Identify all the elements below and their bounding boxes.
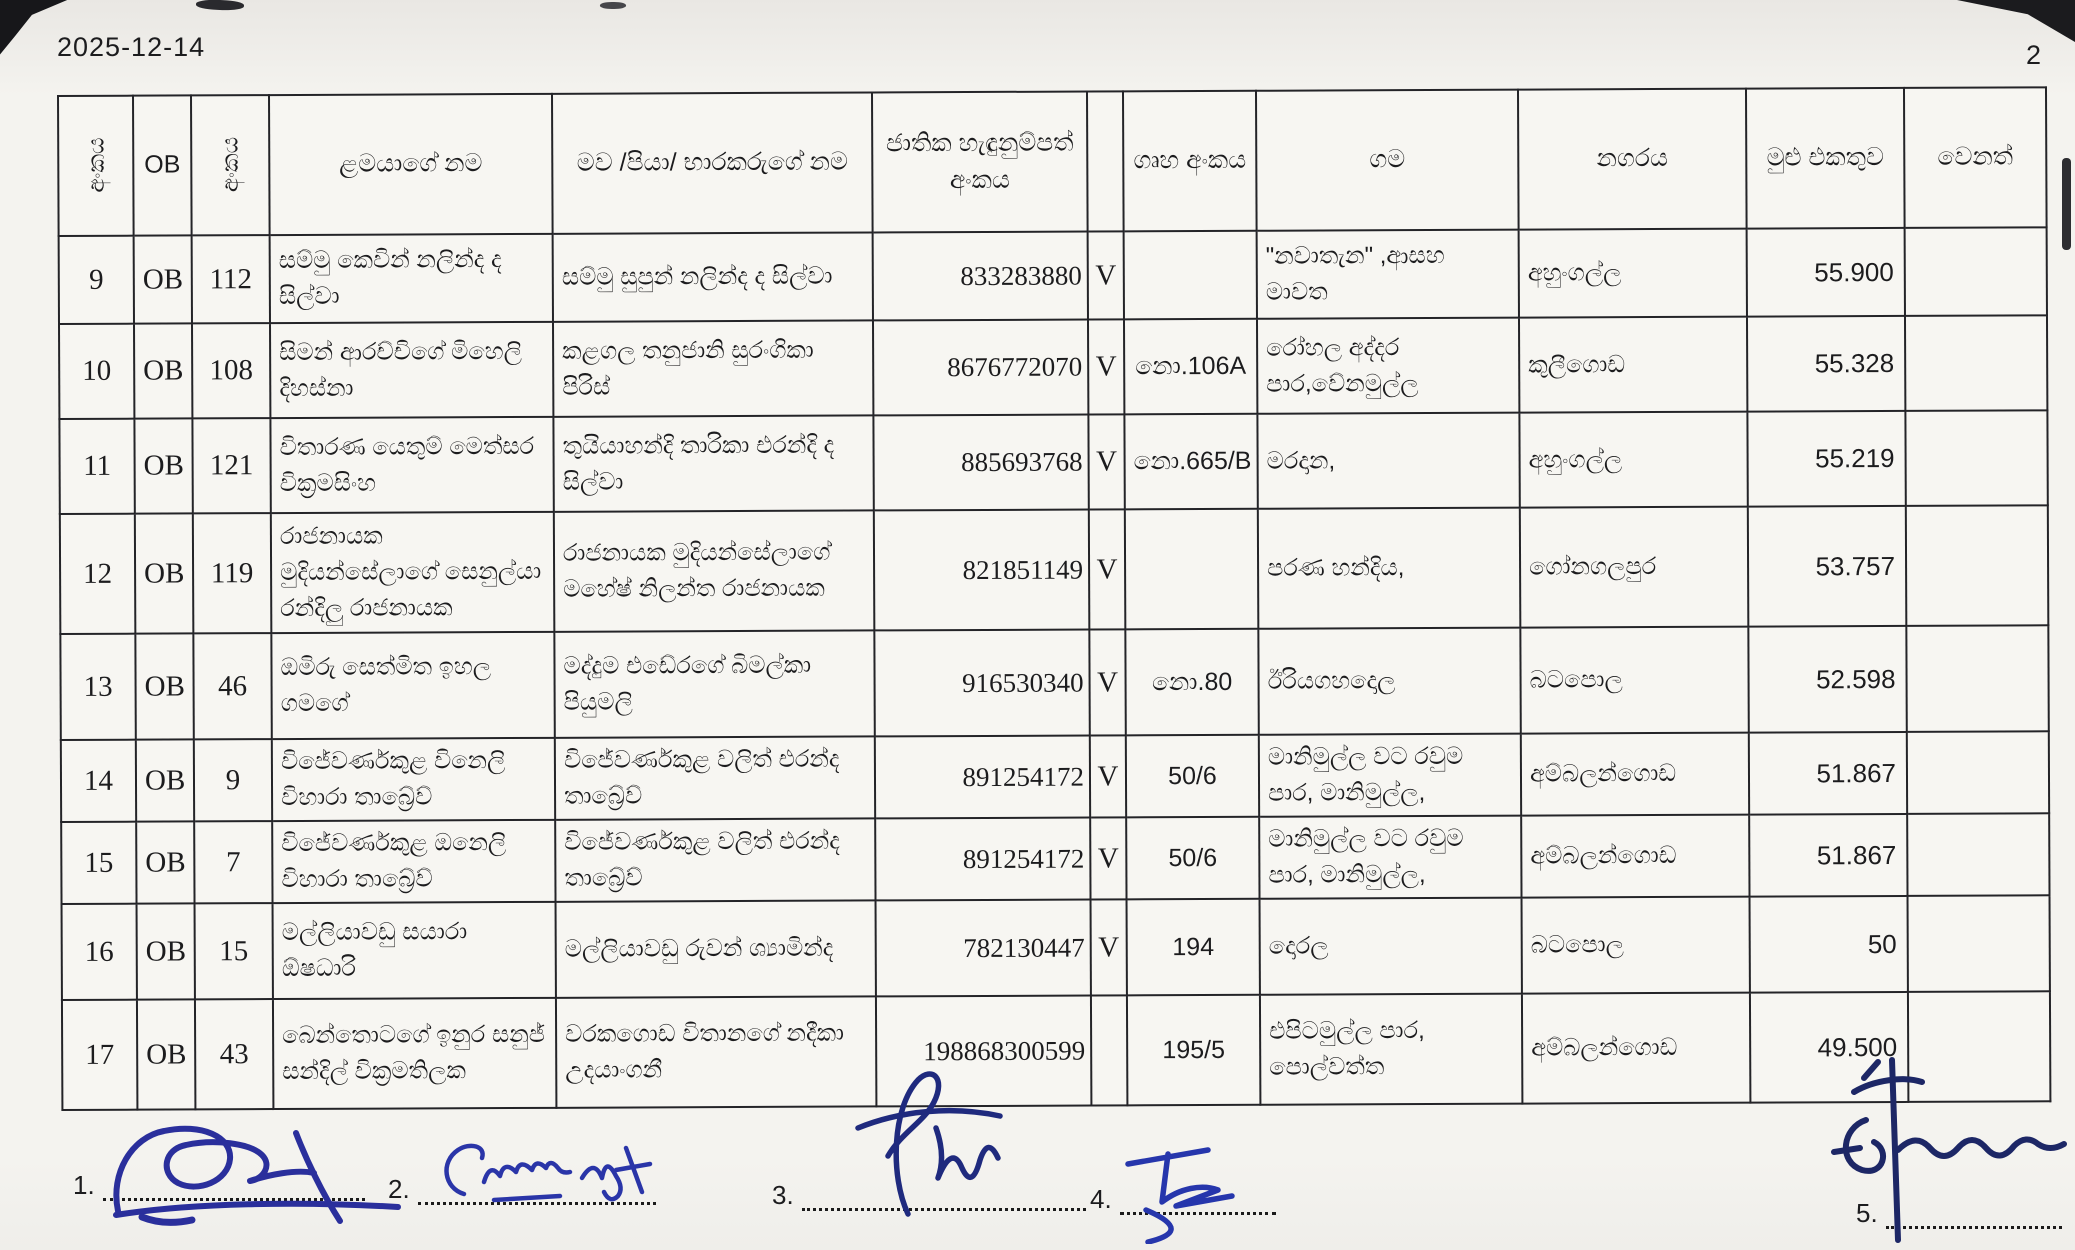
cell-village: දොරල bbox=[1260, 898, 1522, 995]
cell-total: 53.757 bbox=[1748, 506, 1907, 627]
cell-number: 15 bbox=[195, 903, 273, 999]
table-row bbox=[62, 895, 2050, 1000]
cell-total: 51.867 bbox=[1749, 814, 1907, 897]
cell-town: ගෝනගලපුර bbox=[1520, 507, 1749, 628]
cell-child: විජේවර්ණකුළ විනෙලි විහාරා තාබ්‍රේව් bbox=[272, 738, 555, 821]
cell-nic: 891254172 bbox=[875, 735, 1090, 818]
cell-serial: 15 bbox=[61, 822, 136, 904]
header-check bbox=[1087, 91, 1124, 231]
cell-house: නො.106A bbox=[1124, 319, 1257, 415]
cell-check bbox=[1091, 995, 1127, 1105]
cell-town: අහුංගල්ල bbox=[1519, 229, 1747, 318]
cell-check: V bbox=[1089, 509, 1126, 629]
header-other: වෙනත් bbox=[1904, 87, 2047, 228]
cell-total: 55.219 bbox=[1747, 411, 1905, 507]
cell-village: මරදාන, bbox=[1257, 413, 1519, 509]
cell-town: කුලීගොඩ bbox=[1519, 317, 1747, 413]
cell-other bbox=[1905, 410, 2047, 506]
cell-village: එපිටමුල්ල පාර, පොල්වත්ත bbox=[1260, 994, 1522, 1105]
header-nic: ජාතික හැඳුනුම්පත් අංකය bbox=[872, 92, 1088, 233]
cell-house: 50/6 bbox=[1126, 817, 1259, 900]
cell-other bbox=[1905, 227, 2047, 316]
table-row bbox=[61, 813, 2049, 904]
cell-nic: 891254172 bbox=[875, 817, 1090, 900]
scan-edge-streak bbox=[2062, 158, 2071, 250]
cell-other bbox=[1908, 991, 2050, 1102]
cell-serial: 12 bbox=[60, 514, 136, 634]
cell-nic: 8676772070 bbox=[873, 320, 1088, 416]
cell-serial: 13 bbox=[60, 634, 135, 740]
cell-number: 9 bbox=[194, 739, 272, 821]
table-header-row bbox=[58, 87, 2047, 236]
table-row bbox=[60, 625, 2048, 740]
cell-total: 55.900 bbox=[1747, 228, 1905, 317]
scan-corner-dark-topright bbox=[1957, 0, 2075, 42]
signature-line-5 bbox=[1886, 1204, 2062, 1229]
signature-slot-3 bbox=[772, 1180, 1086, 1211]
cell-town: බටපොල bbox=[1522, 897, 1750, 994]
signature-slot-2 bbox=[388, 1174, 656, 1205]
cell-guardian: කළගල තනුජානි සුරංගිකා පිරිස් bbox=[553, 320, 873, 416]
header-town: නගරය bbox=[1518, 89, 1747, 230]
signature-slot-1 bbox=[73, 1170, 365, 1201]
cell-number: 119 bbox=[193, 513, 272, 633]
cell-village: ඊරියගහදොල bbox=[1258, 628, 1520, 735]
header-total: මුළු එකතුව bbox=[1746, 88, 1905, 229]
table-row bbox=[60, 505, 2049, 634]
cell-check: V bbox=[1088, 414, 1124, 509]
cell-nic: 198868300599 bbox=[876, 995, 1091, 1106]
cell-village: මානිමුල්ල වට රවුම පාර, මානිමුල්ල, bbox=[1259, 734, 1521, 817]
cell-village: රෝහල අද්දර පාර,වේනමුල්ල bbox=[1257, 318, 1519, 414]
cell-child: බෙන්තොටගේ ඉනුර සනුජ් සන්දිල් වික්‍රමතිලක bbox=[273, 998, 556, 1109]
cell-serial: 17 bbox=[62, 1000, 137, 1110]
signature-line-1 bbox=[103, 1176, 365, 1201]
header-ob: OB bbox=[133, 95, 192, 235]
table-row bbox=[59, 315, 2047, 419]
cell-ob: OB bbox=[135, 633, 193, 739]
scan-smudge bbox=[600, 2, 626, 9]
cell-number: 112 bbox=[192, 235, 270, 323]
cell-guardian: වරකගොඩ විතානගේ නදීකා උදයාංගනී bbox=[556, 996, 876, 1107]
cell-guardian: මල්ලියාවඩු රුවන් ශ්‍යාමින්ද bbox=[556, 900, 876, 997]
table-body bbox=[59, 227, 2051, 1110]
cell-other bbox=[1907, 731, 2049, 814]
cell-number: 121 bbox=[192, 418, 270, 513]
cell-house: නො.665/B bbox=[1124, 414, 1257, 510]
cell-nic: 885693768 bbox=[873, 415, 1088, 511]
cell-house: 194 bbox=[1127, 899, 1260, 996]
cell-check: V bbox=[1091, 899, 1127, 995]
signature-label-1: 1. bbox=[73, 1170, 95, 1200]
signature-line-4 bbox=[1120, 1190, 1276, 1215]
header-serial: අංකය bbox=[58, 96, 134, 236]
signature-line-2 bbox=[418, 1180, 656, 1205]
cell-nic: 821851149 bbox=[874, 510, 1090, 631]
cell-check: V bbox=[1089, 629, 1125, 735]
cell-other bbox=[1905, 315, 2047, 411]
cell-ob: OB bbox=[136, 821, 194, 903]
signature-label-2: 2. bbox=[388, 1174, 410, 1204]
cell-number: 46 bbox=[193, 633, 271, 739]
cell-guardian: විජේවර්ණකුළ වලිත් එරන්ද තාබ්‍රේව් bbox=[555, 736, 875, 819]
table-row bbox=[59, 227, 2047, 324]
cell-house: 50/6 bbox=[1126, 735, 1259, 818]
cell-child: මල්ලියාවඩු සයාරා ඕෂධාරි bbox=[273, 902, 556, 999]
cell-ob: OB bbox=[137, 999, 195, 1109]
cell-guardian: විජේවර්ණකුළ වලිත් එරන්ද තාබ්‍රේව් bbox=[555, 818, 875, 901]
table-row bbox=[59, 410, 2047, 514]
cell-other bbox=[1908, 895, 2050, 992]
cell-total: 55.328 bbox=[1747, 316, 1905, 412]
signature-label-5: 5. bbox=[1856, 1198, 1878, 1228]
header-number: අංකය bbox=[191, 95, 270, 235]
cell-child: රාජනායක මුදියන්සේලාගේ සෙනුල්යා රන්දිලු රාජනායක bbox=[271, 512, 555, 633]
cell-ob: OB bbox=[135, 513, 194, 633]
cell-total: 51.867 bbox=[1749, 732, 1907, 815]
signature-label-3: 3. bbox=[772, 1180, 794, 1210]
cell-child: සම්මු කෙවින් නලින්ද ද සිල්වා bbox=[270, 234, 553, 323]
header-village: ගම bbox=[1256, 90, 1519, 231]
header-child-name: ළමයාගේ නම bbox=[269, 94, 553, 235]
records-table bbox=[57, 86, 2051, 1111]
cell-total: 52.598 bbox=[1748, 626, 1906, 733]
cell-serial: 10 bbox=[59, 324, 134, 419]
cell-guardian: තුයියාහන්දි තාරිකා එරන්දි ද සිල්වා bbox=[553, 415, 873, 511]
cell-serial: 16 bbox=[62, 904, 137, 1000]
table-row bbox=[61, 731, 2049, 822]
header-house-no: ගෘහ අංකය bbox=[1123, 91, 1257, 232]
cell-check: V bbox=[1090, 735, 1126, 817]
cell-ob: OB bbox=[136, 739, 194, 821]
cell-house: නො.80 bbox=[1125, 629, 1258, 736]
cell-total: 50 bbox=[1750, 896, 1908, 993]
cell-town: අම්බලන්ගොඩ bbox=[1521, 733, 1749, 816]
cell-guardian: රාජනායක මුදියන්සේලාගේ මහේෂ් නිලන්ත රාජනායක bbox=[554, 510, 875, 631]
signature-line-3 bbox=[802, 1186, 1086, 1211]
table-row bbox=[62, 991, 2050, 1110]
document-date: 2025-12-14 bbox=[57, 32, 206, 62]
cell-nic: 782130447 bbox=[876, 899, 1091, 996]
cell-check: V bbox=[1090, 817, 1126, 899]
cell-child: සිමන් ආරච්චිගේ මිහෙලි දිහස්නා bbox=[270, 322, 553, 418]
cell-town: අම්බලන්ගොඩ bbox=[1521, 815, 1749, 898]
cell-child: විජේවර්ණකුළ ඔනෙලි විහාරා තාබ්‍රේව් bbox=[272, 820, 555, 903]
cell-ob: OB bbox=[134, 323, 192, 418]
cell-nic: 833283880 bbox=[873, 232, 1088, 321]
cell-village: මානිමුල්ල වට රවුම පාර, මානිමුල්ල, bbox=[1259, 816, 1521, 899]
cell-number: 7 bbox=[194, 821, 272, 903]
page-number: 2 bbox=[2026, 40, 2042, 70]
cell-other bbox=[1906, 625, 2048, 732]
cell-serial: 14 bbox=[61, 740, 136, 822]
cell-serial: 9 bbox=[59, 236, 134, 324]
cell-check: V bbox=[1088, 319, 1124, 414]
cell-child: ඔමිරු සෙත්මිත ඉහල ගමගේ bbox=[271, 632, 554, 739]
cell-village: පරණ හන්දිය, bbox=[1258, 508, 1521, 629]
cell-check: V bbox=[1088, 231, 1124, 319]
cell-guardian: සම්මු සුපුන් නලින්ද ද සිල්වා bbox=[553, 232, 873, 321]
cell-other bbox=[1906, 505, 2049, 626]
cell-house: 195/5 bbox=[1127, 995, 1260, 1106]
cell-number: 108 bbox=[192, 323, 270, 418]
header-guardian-name: මව /පියා/ භාරකරුගේ නම bbox=[552, 92, 873, 233]
signature-label-4: 4. bbox=[1090, 1184, 1112, 1214]
cell-child: විතාරණ යෙතුම් මෙත්සර වික්‍රමසිංහ bbox=[270, 417, 553, 513]
cell-serial: 11 bbox=[59, 419, 134, 514]
cell-other bbox=[1907, 813, 2049, 896]
cell-town: බටපොල bbox=[1520, 627, 1748, 734]
cell-nic: 916530340 bbox=[874, 630, 1089, 737]
cell-number: 43 bbox=[195, 999, 273, 1109]
cell-ob: OB bbox=[134, 418, 192, 513]
cell-ob: OB bbox=[134, 235, 192, 323]
cell-town: අහුංගල්ල bbox=[1519, 412, 1747, 508]
scan-smudge bbox=[196, 0, 244, 11]
cell-guardian: මද්දුම එඩේරගේ බිමල්කා පියුමලි bbox=[554, 630, 874, 737]
signature-slot-5 bbox=[1856, 1198, 2062, 1229]
signature-slot-4 bbox=[1090, 1184, 1276, 1215]
cell-house bbox=[1124, 231, 1257, 320]
cell-ob: OB bbox=[137, 903, 195, 999]
cell-town: අම්බලන්ගොඩ bbox=[1522, 993, 1750, 1104]
cell-village: "නවාතැන" ,ආසහ මාවත bbox=[1257, 230, 1519, 319]
cell-total: 49.500 bbox=[1750, 992, 1908, 1103]
cell-house bbox=[1125, 509, 1259, 630]
